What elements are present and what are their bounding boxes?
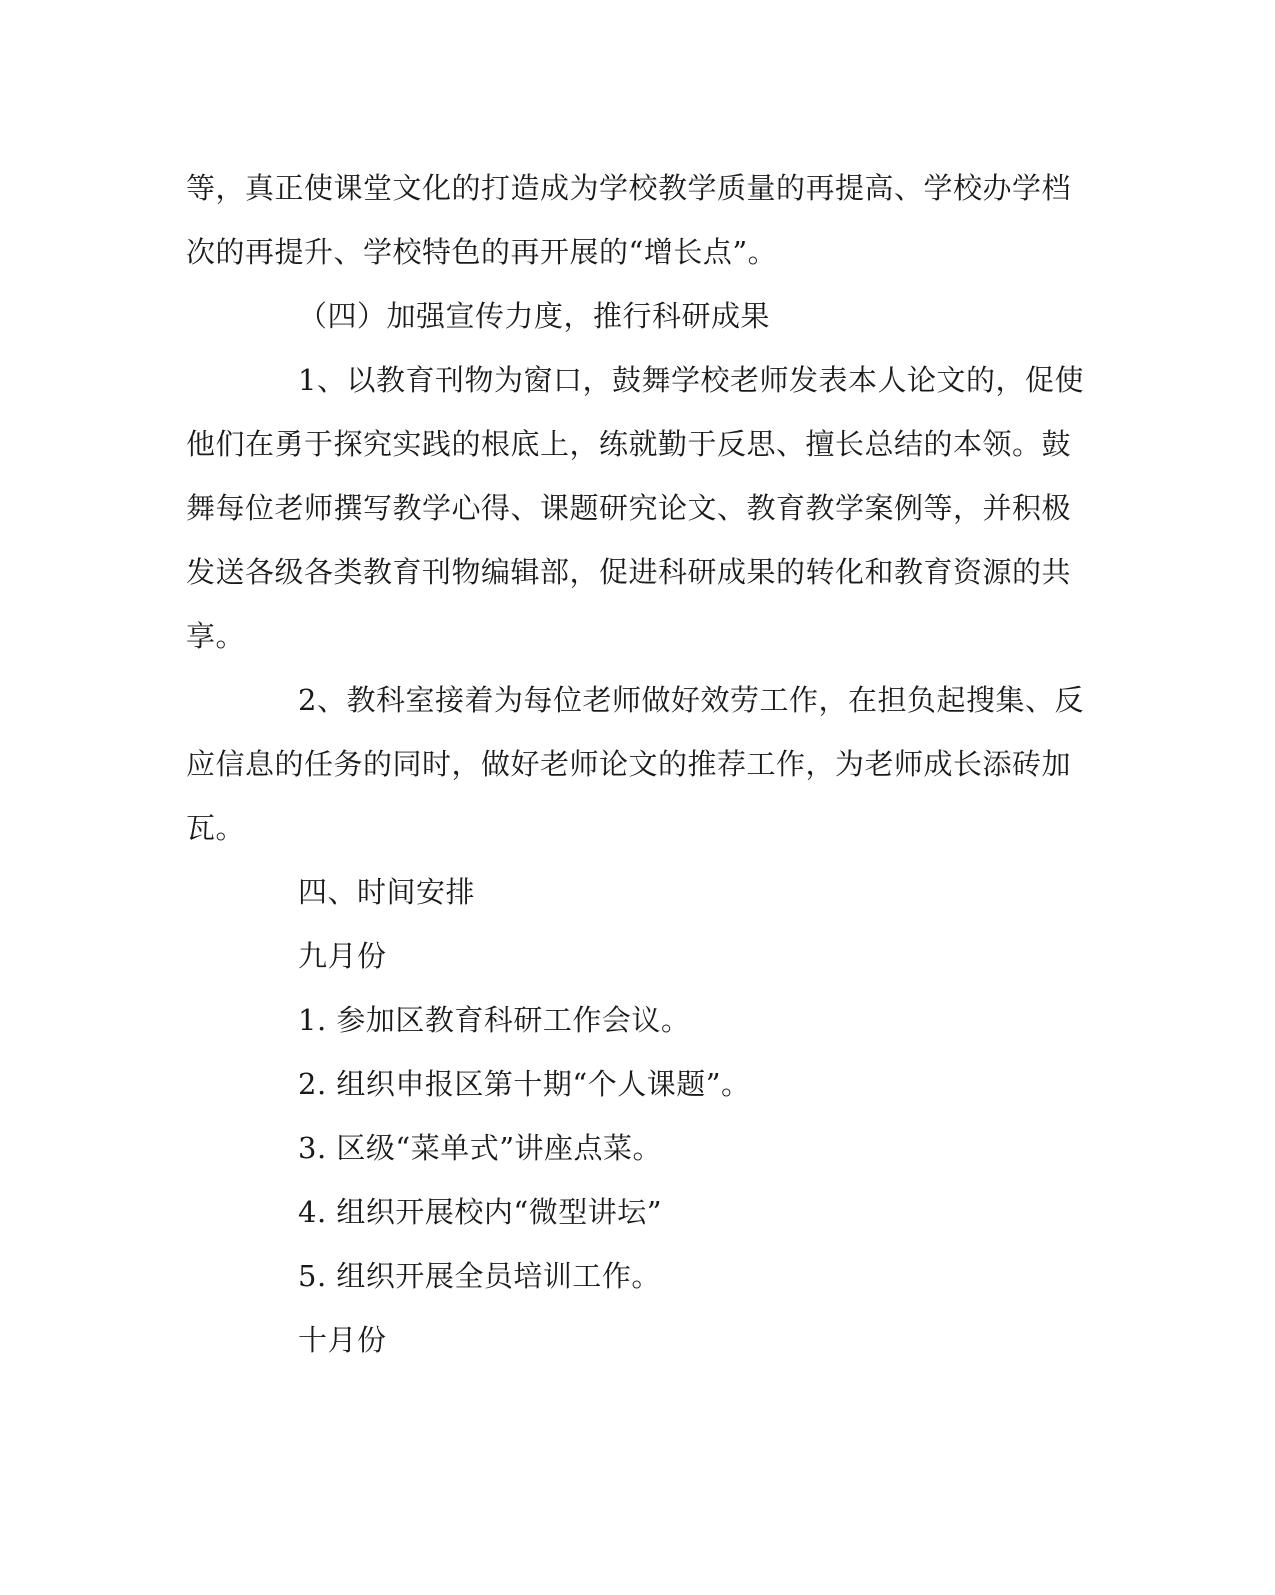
month-heading: 十月份 (298, 1323, 387, 1357)
section-heading: （四）加强宣传力度，推行科研成果 (298, 299, 771, 333)
paragraph-line: 他们在勇于探究实践的根底上，练就勤于反思、擅长总结的本领。鼓 (186, 427, 1072, 461)
section-heading: 四、时间安排 (298, 875, 476, 909)
paragraph-line: 2、教科室接着为每位老师做好效劳工作，在担负起搜集、反 (298, 683, 1084, 717)
list-item: 5. 组织开展全员培训工作。 (298, 1259, 661, 1293)
paragraph-line: 瓦。 (186, 811, 246, 845)
paragraph-line: 1、以教育刊物为窗口，鼓舞学校老师发表本人论文的，促使 (298, 363, 1084, 397)
paragraph-line: 享。 (186, 619, 246, 653)
list-item: 1. 参加区教育科研工作会议。 (298, 1003, 691, 1037)
paragraph-line: 等，真正使课堂文化的打造成为学校教学质量的再提高、学校办学档 (186, 171, 1072, 205)
month-heading: 九月份 (298, 939, 387, 973)
paragraph-line: 舞每位老师撰写教学心得、课题研究论文、教育教学案例等，并积极 (186, 491, 1072, 525)
list-item: 4. 组织开展校内“微型讲坛” (298, 1195, 663, 1229)
paragraph-line: 发送各级各类教育刊物编辑部，促进科研成果的转化和教育资源的共 (186, 555, 1072, 589)
list-item: 2. 组织申报区第十期“个人课题”。 (298, 1067, 751, 1101)
paragraph-line: 次的再提升、学校特色的再开展的“增长点”。 (186, 235, 778, 269)
list-item: 3. 区级“菜单式”讲座点菜。 (298, 1131, 663, 1165)
paragraph-line: 应信息的任务的同时，做好老师论文的推荐工作，为老师成长添砖加 (186, 747, 1072, 781)
